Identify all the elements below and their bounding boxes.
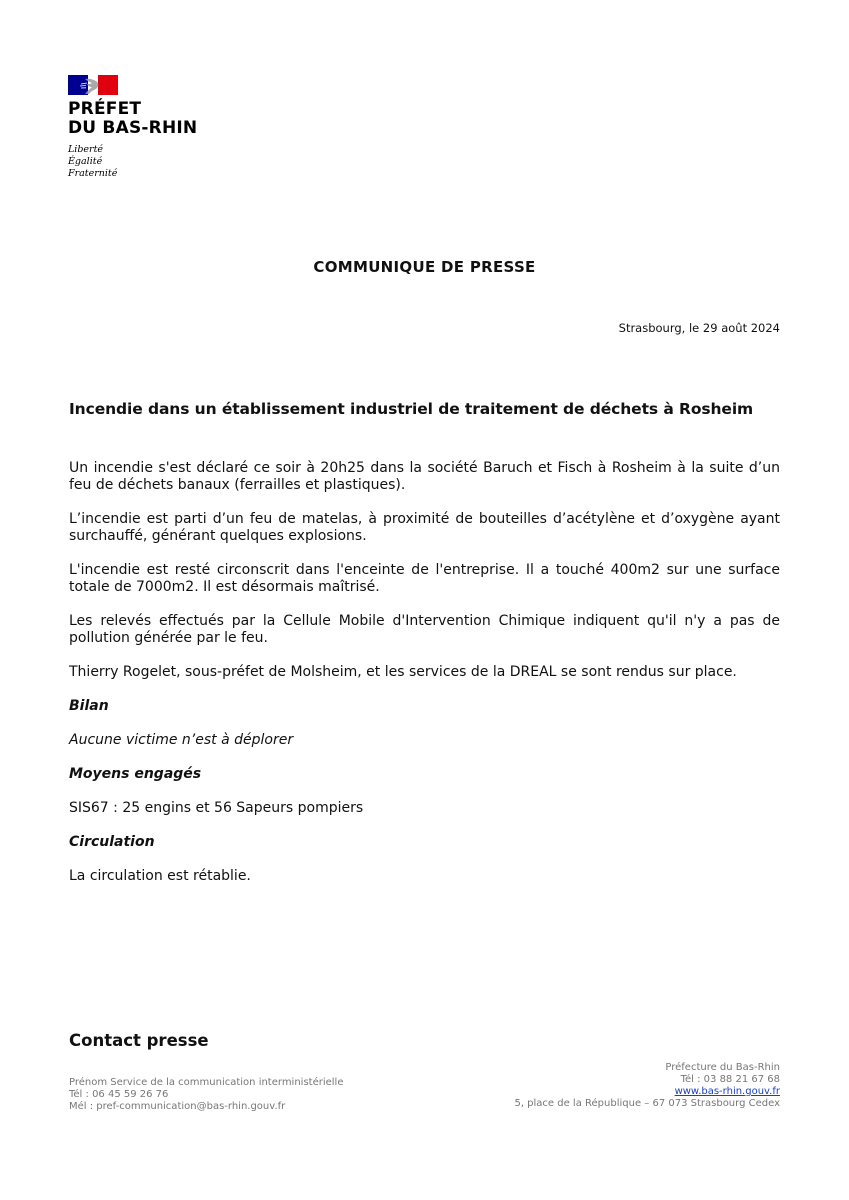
body-paragraph: L'incendie est resté circonscrit dans l'enceinte de l'entreprise. Il a touché 400m2 sur une surface totale de 7000m2. Il est désormais maîtrisé. bbox=[69, 562, 780, 595]
body-paragraph: Les relevés effectués par la Cellule Mobile d'Intervention Chimique indiquent qu'il n'y a pas de pollution générée par le feu. bbox=[69, 613, 780, 646]
logo-title-line2: DU BAS-RHIN bbox=[68, 118, 198, 138]
contact-heading: Contact presse bbox=[69, 1031, 209, 1050]
body-paragraph: L’incendie est parti d’un feu de matelas, à proximité de bouteilles d’acétylène et d’oxygène ayant surchauffé, générant quelques explosions. bbox=[69, 511, 780, 544]
section-title-moyens: Moyens engagés bbox=[69, 766, 202, 782]
section-text-bilan: Aucune victime n’est à déplorer bbox=[69, 732, 294, 748]
republic-motto bbox=[68, 144, 248, 180]
press-release-headline: Incendie dans un établissement industriel de traitement de déchets à Rosheim bbox=[69, 400, 754, 418]
prefecture-phone: Tél : 03 88 21 67 68 bbox=[680, 1074, 780, 1085]
contact-email: Mél : pref-communication@bas-rhin.gouv.fr bbox=[69, 1101, 286, 1112]
prefecture-website-link[interactable]: www.bas-rhin.gouv.fr bbox=[674, 1086, 780, 1097]
section-title-bilan: Bilan bbox=[69, 698, 109, 714]
section-text-moyens: SIS67 : 25 engins et 56 Sapeurs pompiers bbox=[69, 800, 364, 816]
logo-title-line1: PRÉFET bbox=[68, 99, 142, 119]
prefecture-name: Préfecture du Bas-Rhin bbox=[665, 1062, 780, 1073]
section-title-circulation: Circulation bbox=[69, 834, 155, 850]
prefecture-street-address: 5, place de la République – 67 073 Strasbourg Cedex bbox=[514, 1098, 780, 1109]
section-text-circulation: La circulation est rétablie. bbox=[69, 868, 251, 884]
document-type-heading: COMMUNIQUE DE PRESSE bbox=[313, 258, 536, 276]
motto-egalite: Égalité bbox=[68, 156, 103, 167]
press-contact-details bbox=[69, 1077, 343, 1113]
body-paragraph: Thierry Rogelet, sous-préfet de Molsheim, et les services de la DREAL se sont rendus sur place. bbox=[69, 664, 737, 680]
logo-title bbox=[68, 100, 248, 138]
prefecture-logo bbox=[68, 75, 248, 180]
motto-fraternite: Fraternité bbox=[68, 168, 118, 179]
motto-liberte: Liberté bbox=[68, 144, 104, 155]
contact-service: Prénom Service de la communication interministérielle bbox=[69, 1077, 344, 1088]
body-paragraph: Un incendie s'est déclaré ce soir à 20h25 dans la société Baruch et Fisch à Rosheim à la suite d’un feu de déchets banaux (ferrailles et plastiques). bbox=[69, 460, 780, 493]
press-release-body bbox=[69, 460, 780, 902]
prefecture-address bbox=[514, 1062, 780, 1110]
date-location: Strasbourg, le 29 août 2024 bbox=[618, 321, 780, 335]
marianne-flag-icon bbox=[68, 75, 118, 95]
contact-phone: Tél : 06 45 59 26 76 bbox=[69, 1089, 169, 1100]
